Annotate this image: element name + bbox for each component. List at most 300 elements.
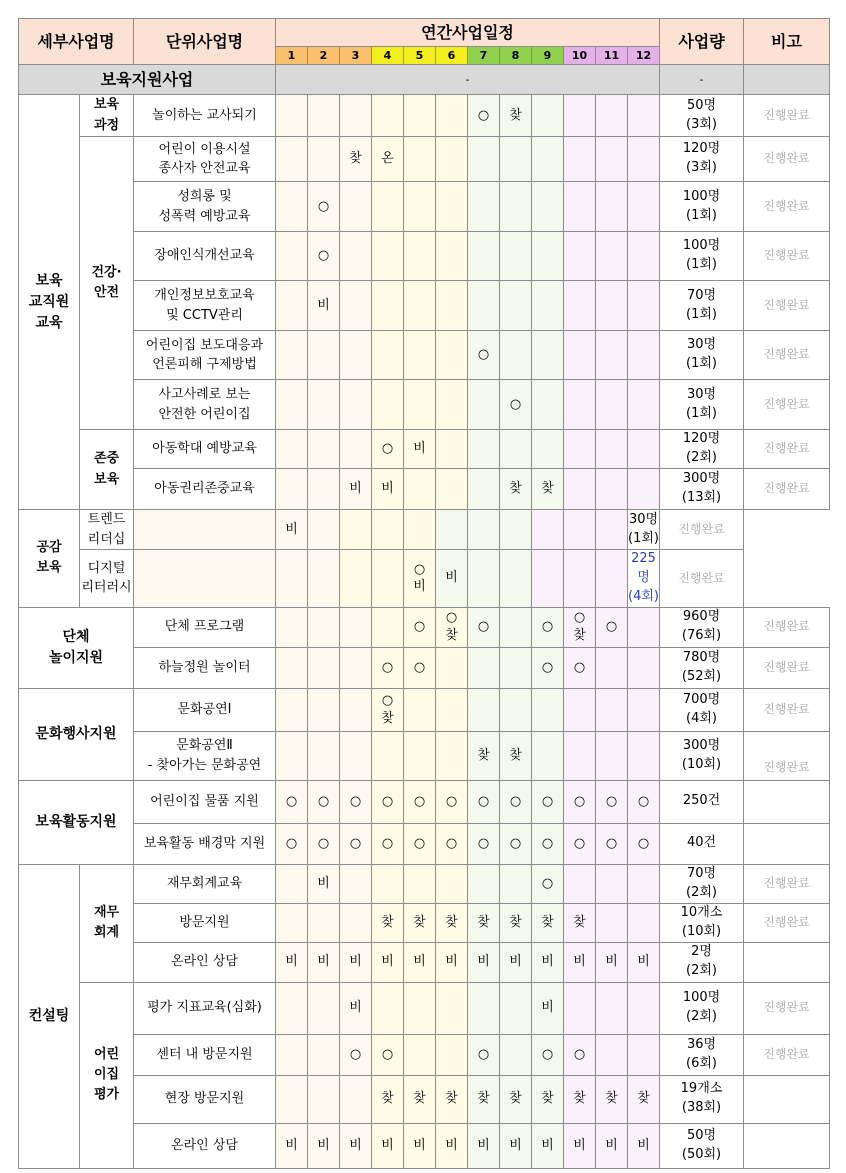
unit-project-name: 재무회계교육 <box>134 864 276 903</box>
volume-cell: 100명 (1회) <box>660 232 744 281</box>
volume-cell: 10개소 (10회) <box>660 903 744 942</box>
month-cell-8 <box>500 182 532 232</box>
month-cell-4 <box>372 982 404 1034</box>
month-cell-2: 비 <box>308 864 340 903</box>
month-cell-8: 찾 <box>500 469 532 510</box>
month-cell-9 <box>532 95 564 137</box>
volume-cell: 700명 (4회) <box>660 688 744 731</box>
note-cell: 진행완료 <box>744 182 830 232</box>
month-cell-2: 비 <box>308 1123 340 1168</box>
month-cell-8: 비 <box>500 942 532 982</box>
month-cell-2 <box>308 1034 340 1075</box>
month-cell-9: 비 <box>532 1123 564 1168</box>
month-cell-9: ○ <box>532 780 564 823</box>
month-cell-9 <box>532 688 564 731</box>
subcategory-cell: 건강· 안전 <box>80 137 134 430</box>
subcategory-cell: 재무 회계 <box>80 864 134 982</box>
month-cell-9: ○ <box>532 1034 564 1075</box>
month-header-8: 8 <box>500 47 532 65</box>
note-cell: 진행완료 <box>744 281 830 331</box>
note-cell: 진행완료 <box>660 510 744 550</box>
month-cell-8: ○ <box>500 380 532 430</box>
month-cell-6 <box>436 331 468 380</box>
month-cell-9: ○ <box>532 607 564 647</box>
month-header-10: 10 <box>564 47 596 65</box>
schedule-row <box>19 647 830 688</box>
schedule-row <box>19 510 830 550</box>
month-cell-3: ○ <box>340 780 372 823</box>
month-cell-12: ○ <box>628 823 660 864</box>
month-cell-3 <box>308 510 340 550</box>
note-cell <box>744 823 830 864</box>
month-cell-10 <box>564 331 596 380</box>
month-cell-1 <box>276 607 308 647</box>
month-cell-1: ○ <box>276 780 308 823</box>
month-cell-2: ○ <box>308 780 340 823</box>
month-cell-7 <box>468 864 500 903</box>
month-cell-6: ○ <box>436 823 468 864</box>
header-note: 비고 <box>744 19 830 65</box>
month-cell-4: ○ <box>372 823 404 864</box>
month-cell-4: 찾 <box>372 1075 404 1123</box>
month-header-4: 4 <box>372 47 404 65</box>
month-cell-11: 비 <box>596 942 628 982</box>
month-cell-5: 비 <box>404 1123 436 1168</box>
month-cell-2: 비 <box>308 942 340 982</box>
unit-project-name: 문화공연Ⅰ <box>134 688 276 731</box>
month-cell-2: ○ <box>308 182 340 232</box>
month-cell-8: 찾 <box>500 903 532 942</box>
month-cell-10 <box>564 469 596 510</box>
month-cell-12 <box>596 510 628 550</box>
volume-cell: 19개소 (38회) <box>660 1075 744 1123</box>
volume-cell: 40건 <box>660 823 744 864</box>
month-cell-7 <box>468 688 500 731</box>
month-header-2: 2 <box>308 47 340 65</box>
month-cell-4: ○ <box>372 780 404 823</box>
month-cell-6: ○ <box>436 780 468 823</box>
month-cell-7 <box>468 469 500 510</box>
month-cell-3 <box>340 95 372 137</box>
unit-project-name: 아동권리존중교육 <box>134 469 276 510</box>
month-cell-6 <box>436 430 468 469</box>
month-cell-6: ○ 비 <box>404 550 436 608</box>
unit-project-name: 방문지원 <box>134 903 276 942</box>
month-cell-6 <box>436 95 468 137</box>
month-cell-12 <box>628 469 660 510</box>
month-cell-3: 비 <box>340 942 372 982</box>
month-cell-9: ○ <box>532 823 564 864</box>
month-cell-9 <box>532 380 564 430</box>
month-cell-9 <box>532 232 564 281</box>
month-cell-9: 비 <box>532 942 564 982</box>
schedule-row <box>19 550 830 608</box>
unit-project-name: 평가 지표교육(심화) <box>134 982 276 1034</box>
month-cell-5: 찾 <box>404 903 436 942</box>
annual-schedule-table <box>18 18 830 1169</box>
month-cell-10 <box>564 95 596 137</box>
month-cell-1 <box>276 380 308 430</box>
month-cell-2 <box>308 331 340 380</box>
month-cell-7 <box>468 232 500 281</box>
month-cell-4: ○ 찾 <box>372 688 404 731</box>
month-cell-6 <box>436 1034 468 1075</box>
month-cell-3: 비 <box>340 469 372 510</box>
month-cell-11 <box>596 95 628 137</box>
month-cell-1 <box>134 550 276 608</box>
month-cell-7: ○ <box>468 780 500 823</box>
month-cell-7 <box>468 182 500 232</box>
month-cell-3 <box>340 903 372 942</box>
schedule-row <box>19 982 830 1034</box>
month-cell-5 <box>404 1034 436 1075</box>
month-cell-1 <box>276 731 308 780</box>
month-cell-12 <box>628 331 660 380</box>
note-cell: 진행완료 <box>744 903 830 942</box>
month-cell-2 <box>308 982 340 1034</box>
month-cell-10 <box>532 550 564 608</box>
month-cell-9: 찾 <box>532 1075 564 1123</box>
note-cell: 진행완료 <box>744 982 830 1034</box>
month-header-1: 1 <box>276 47 308 65</box>
month-cell-3 <box>340 281 372 331</box>
month-cell-6: 찾 <box>436 1075 468 1123</box>
month-cell-11 <box>596 982 628 1034</box>
note-cell: 진행완료 <box>744 469 830 510</box>
month-cell-6 <box>436 469 468 510</box>
month-cell-3: 찾 <box>340 137 372 182</box>
month-cell-4 <box>372 95 404 137</box>
month-cell-4 <box>340 510 372 550</box>
subcategory-cell: 보육 과정 <box>80 95 134 137</box>
month-cell-6 <box>436 380 468 430</box>
month-cell-11 <box>596 182 628 232</box>
volume-cell: 100명 (2회) <box>660 982 744 1034</box>
month-cell-5 <box>404 232 436 281</box>
month-cell-7: ○ <box>468 1034 500 1075</box>
month-cell-9: ○ <box>532 864 564 903</box>
volume-cell: 225명 (4회) <box>628 550 660 608</box>
month-cell-3 <box>340 331 372 380</box>
month-cell-1 <box>276 232 308 281</box>
unit-project-name: 하늘정원 놀이터 <box>134 647 276 688</box>
unit-project-name: 어린이집 물품 지원 <box>134 780 276 823</box>
category-cell: 문화행사지원 <box>19 688 134 780</box>
note-cell: 진행완료 <box>744 607 830 647</box>
month-cell-12: 찾 <box>628 1075 660 1123</box>
month-header-12: 12 <box>628 47 660 65</box>
note-cell: 진행완료 <box>744 731 830 780</box>
month-cell-8: ○ <box>500 780 532 823</box>
unit-project-name: 놀이하는 교사되기 <box>134 95 276 137</box>
note-cell: 진행완료 <box>744 232 830 281</box>
month-cell-2: 비 <box>308 281 340 331</box>
month-cell-3: 비 <box>340 982 372 1034</box>
note-cell: 진행완료 <box>744 1034 830 1075</box>
month-cell-4 <box>372 731 404 780</box>
month-cell-8 <box>500 1034 532 1075</box>
schedule-row <box>19 903 830 942</box>
month-cell-12 <box>628 731 660 780</box>
month-cell-7 <box>468 430 500 469</box>
month-cell-6 <box>436 688 468 731</box>
month-cell-4 <box>372 331 404 380</box>
month-cell-1: 비 <box>276 1123 308 1168</box>
month-cell-8 <box>500 331 532 380</box>
month-cell-8 <box>500 607 532 647</box>
month-cell-1 <box>276 137 308 182</box>
volume-cell: 2명 (2회) <box>660 942 744 982</box>
month-cell-5 <box>404 688 436 731</box>
month-cell-12 <box>628 430 660 469</box>
month-cell-12 <box>628 903 660 942</box>
month-cell-4 <box>372 864 404 903</box>
header-schedule: 연간사업일정 <box>276 19 660 47</box>
month-cell-2 <box>308 469 340 510</box>
volume-cell: 300명 (10회) <box>660 731 744 780</box>
month-cell-6 <box>436 864 468 903</box>
month-cell-8: 찾 <box>500 731 532 780</box>
month-cell-9 <box>532 182 564 232</box>
note-cell <box>744 1123 830 1168</box>
volume-cell: 50명 (50회) <box>660 1123 744 1168</box>
schedule-row <box>19 1034 830 1075</box>
month-cell-6 <box>436 982 468 1034</box>
section-band-note <box>744 65 830 95</box>
month-cell-6 <box>436 137 468 182</box>
month-cell-10: ○ 찾 <box>564 607 596 647</box>
volume-cell: 120명 (3회) <box>660 137 744 182</box>
month-cell-9 <box>532 331 564 380</box>
month-cell-6 <box>436 731 468 780</box>
month-cell-10: 비 <box>564 1123 596 1168</box>
month-cell-12 <box>628 607 660 647</box>
note-cell: 진행완료 <box>744 380 830 430</box>
unit-project-name: 어린이 이용시설 종사자 안전교육 <box>134 137 276 182</box>
month-cell-5 <box>404 137 436 182</box>
month-cell-5: ○ <box>404 647 436 688</box>
header-detail-project: 세부사업명 <box>19 19 134 65</box>
section-band-volume: - <box>660 65 744 95</box>
section-band-schedule: - <box>276 65 660 95</box>
note-cell: 진행완료 <box>744 137 830 182</box>
month-cell-10 <box>564 982 596 1034</box>
unit-project-name: 아동학대 예방교육 <box>134 430 276 469</box>
month-cell-1 <box>276 430 308 469</box>
month-cell-11 <box>564 550 596 608</box>
schedule-row <box>19 942 830 982</box>
month-cell-3 <box>340 647 372 688</box>
unit-project-name: 단체 프로그램 <box>134 607 276 647</box>
category-cell: 컨설팅 <box>19 864 80 1168</box>
month-cell-11 <box>596 137 628 182</box>
month-cell-5: ○ <box>404 823 436 864</box>
volume-cell: 30명 (1회) <box>660 331 744 380</box>
month-cell-7: 비 <box>436 550 468 608</box>
month-cell-12 <box>628 137 660 182</box>
month-cell-5 <box>404 380 436 430</box>
month-cell-6: 비 <box>436 1123 468 1168</box>
schedule-row <box>19 1075 830 1123</box>
unit-project-name: 어린이집 보도대응과 언론피해 구제방법 <box>134 331 276 380</box>
month-cell-11: ○ <box>596 607 628 647</box>
schedule-row <box>19 182 830 232</box>
month-cell-9: 비 <box>532 982 564 1034</box>
month-cell-4 <box>372 380 404 430</box>
month-cell-6 <box>436 232 468 281</box>
month-cell-9 <box>532 137 564 182</box>
month-cell-3 <box>340 232 372 281</box>
note-cell: 진행완료 <box>744 331 830 380</box>
month-cell-10: ○ <box>564 823 596 864</box>
section-band-name: 보육지원사업 <box>19 65 276 95</box>
unit-project-name: 트렌드 리더십 <box>80 510 134 550</box>
month-cell-2 <box>308 731 340 780</box>
month-cell-10 <box>564 281 596 331</box>
note-cell <box>744 780 830 823</box>
month-cell-9 <box>500 510 532 550</box>
month-cell-3: ○ <box>340 1034 372 1075</box>
month-cell-11: ○ <box>596 780 628 823</box>
month-cell-6: ○ 찾 <box>436 607 468 647</box>
unit-project-name: 성희롱 및 성폭력 예방교육 <box>134 182 276 232</box>
month-cell-1: ○ <box>276 823 308 864</box>
month-cell-2 <box>308 607 340 647</box>
schedule-row <box>19 688 830 731</box>
month-cell-10: 찾 <box>564 1075 596 1123</box>
month-cell-10 <box>564 182 596 232</box>
month-cell-5 <box>372 510 404 550</box>
month-cell-2: ○ <box>308 823 340 864</box>
month-cell-4 <box>340 550 372 608</box>
month-cell-4: 비 <box>372 942 404 982</box>
month-cell-1 <box>276 647 308 688</box>
month-cell-4: 찾 <box>372 903 404 942</box>
volume-cell: 960명 (76회) <box>660 607 744 647</box>
schedule-row <box>19 1123 830 1168</box>
unit-project-name: 사고사례로 보는 안전한 어린이집 <box>134 380 276 430</box>
unit-project-name: 개인정보보호교육 및 CCTV관리 <box>134 281 276 331</box>
month-cell-2 <box>308 1075 340 1123</box>
month-cell-6: 찾 <box>436 903 468 942</box>
month-cell-1 <box>276 331 308 380</box>
month-cell-10 <box>564 380 596 430</box>
month-header-11: 11 <box>596 47 628 65</box>
month-cell-3 <box>340 430 372 469</box>
month-cell-9 <box>532 430 564 469</box>
month-cell-8 <box>500 430 532 469</box>
month-cell-11 <box>596 688 628 731</box>
note-cell: 진행완료 <box>744 647 830 688</box>
month-cell-12 <box>628 281 660 331</box>
volume-cell: 70명 (1회) <box>660 281 744 331</box>
month-cell-5: ○ <box>404 780 436 823</box>
month-cell-4: 비 <box>372 469 404 510</box>
month-cell-11 <box>596 331 628 380</box>
month-cell-2 <box>308 903 340 942</box>
month-cell-6 <box>436 182 468 232</box>
month-cell-10 <box>564 232 596 281</box>
month-cell-11: ○ <box>596 823 628 864</box>
month-cell-1 <box>276 688 308 731</box>
volume-cell: 70명 (2회) <box>660 864 744 903</box>
note-cell: 진행완료 <box>744 688 830 731</box>
month-cell-8 <box>500 232 532 281</box>
month-cell-3: 비 <box>340 1123 372 1168</box>
month-cell-11 <box>596 430 628 469</box>
month-cell-12 <box>628 182 660 232</box>
month-cell-11 <box>596 647 628 688</box>
month-cell-6 <box>404 510 436 550</box>
month-cell-8 <box>500 982 532 1034</box>
month-cell-7: 비 <box>468 1123 500 1168</box>
month-cell-2 <box>276 550 308 608</box>
month-cell-8: 비 <box>500 1123 532 1168</box>
month-cell-9: 찾 <box>532 903 564 942</box>
month-cell-12 <box>628 95 660 137</box>
volume-cell: 780명 (52회) <box>660 647 744 688</box>
month-cell-11 <box>596 731 628 780</box>
month-cell-3: ○ <box>340 823 372 864</box>
volume-cell: 300명 (13회) <box>660 469 744 510</box>
month-cell-5 <box>404 331 436 380</box>
month-cell-8 <box>500 647 532 688</box>
volume-cell: 50명 (3회) <box>660 95 744 137</box>
month-cell-4 <box>372 281 404 331</box>
month-cell-1 <box>276 182 308 232</box>
month-cell-9 <box>532 731 564 780</box>
month-cell-4 <box>372 232 404 281</box>
month-cell-7: 찾 <box>468 903 500 942</box>
month-cell-2 <box>308 688 340 731</box>
volume-cell: 100명 (1회) <box>660 182 744 232</box>
subcategory-cell: 공감 보육 <box>19 510 80 608</box>
month-cell-1 <box>276 281 308 331</box>
month-cell-7: ○ <box>468 823 500 864</box>
note-cell <box>744 1075 830 1123</box>
month-cell-2 <box>308 380 340 430</box>
month-cell-8 <box>468 550 500 608</box>
schedule-row <box>19 95 830 137</box>
volume-cell: 250건 <box>660 780 744 823</box>
schedule-row <box>19 864 830 903</box>
schedule-row <box>19 281 830 331</box>
month-cell-12 <box>628 982 660 1034</box>
month-cell-12 <box>628 647 660 688</box>
month-cell-6 <box>436 281 468 331</box>
month-cell-10: 찾 <box>564 903 596 942</box>
month-cell-10: ○ <box>564 647 596 688</box>
unit-project-name: 온라인 상담 <box>134 1123 276 1168</box>
schedule-row <box>19 607 830 647</box>
volume-cell: 30명 (1회) <box>660 380 744 430</box>
month-cell-4: ○ <box>372 1034 404 1075</box>
month-cell-12: 비 <box>628 942 660 982</box>
month-header-7: 7 <box>468 47 500 65</box>
month-cell-9: ○ <box>532 647 564 688</box>
month-cell-8: 찾 <box>500 1075 532 1123</box>
note-cell: 진행완료 <box>744 430 830 469</box>
unit-project-name: 온라인 상담 <box>134 942 276 982</box>
month-cell-1 <box>276 95 308 137</box>
month-cell-4: ○ <box>372 430 404 469</box>
category-cell: 보육활동지원 <box>19 780 134 864</box>
month-cell-7 <box>436 510 468 550</box>
month-cell-11 <box>596 903 628 942</box>
schedule-row <box>19 380 830 430</box>
month-cell-11 <box>596 380 628 430</box>
month-cell-3 <box>340 182 372 232</box>
